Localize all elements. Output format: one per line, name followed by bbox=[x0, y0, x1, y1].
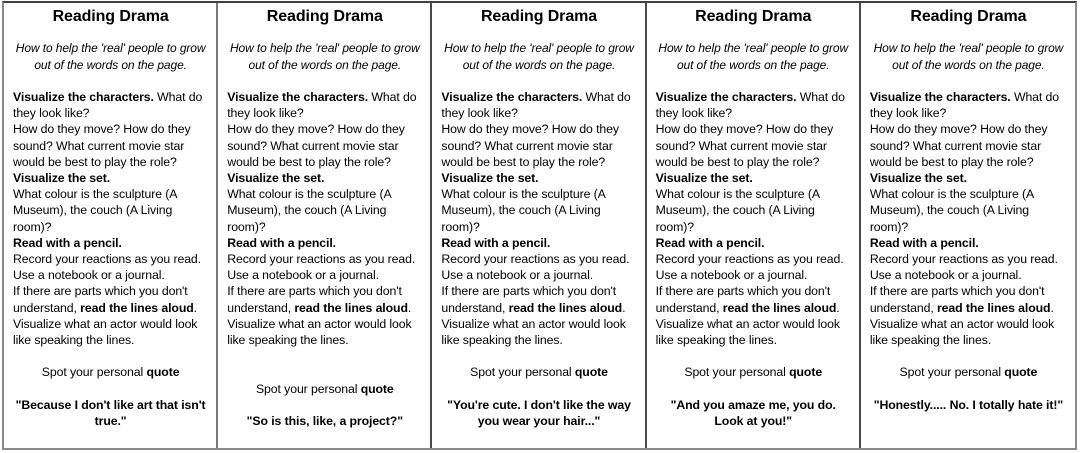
pencil-text: Record your reactions as you read. Use a notebook or a journal. bbox=[655, 252, 844, 283]
personal-quote: "So is this, like, a project?" bbox=[246, 413, 403, 428]
spot-bold: quote bbox=[789, 365, 823, 380]
spot-text: Spot your personal bbox=[255, 381, 361, 396]
characters-questions: How do they move? How do they sound? What current movie star would be best to play the role? bbox=[869, 122, 1048, 169]
read-aloud-text-after: . bbox=[407, 300, 412, 315]
pencil-text: Record your reactions as you read. Use a notebook or a journal. bbox=[441, 252, 630, 283]
read-aloud-bold: read the lines aloud bbox=[80, 300, 194, 315]
set-question: What colour is the sculpture (A Museum), the couch (A Living room)? bbox=[441, 187, 606, 234]
read-aloud-paragraph bbox=[441, 283, 636, 315]
pencil-text: Record your reactions as you read. Use a notebook or a journal. bbox=[13, 252, 201, 283]
visualize-characters-text: What do they look like? bbox=[13, 90, 203, 121]
spacer bbox=[227, 348, 422, 364]
pencil-heading bbox=[870, 235, 1067, 251]
visualize-characters-paragraph bbox=[870, 89, 1067, 121]
visualize-characters-heading: Visualize the characters. bbox=[655, 90, 797, 104]
visualize-characters-heading: Visualize the characters. bbox=[869, 90, 1011, 104]
card-title: Reading Drama bbox=[910, 8, 1027, 25]
visualize-set-heading bbox=[227, 170, 422, 186]
visualize-set-heading-text: Visualize the set. bbox=[655, 171, 753, 186]
card-subtitle: How to help the 'real' people to grow out of the words on the page. bbox=[229, 41, 420, 72]
personal-quote: "Honestly..... No. I totally hate it!" bbox=[873, 397, 1064, 412]
read-aloud-text-before: If there are parts which you don't understand, bbox=[441, 284, 617, 315]
pencil-heading bbox=[441, 235, 636, 251]
characters-questions: How do they move? How do they sound? What current movie star would be best to play the role? bbox=[227, 122, 405, 169]
read-aloud-text-before: If there are parts which you don't understand, bbox=[869, 284, 1045, 315]
read-aloud-text-after: . bbox=[1050, 300, 1054, 315]
read-aloud-paragraph bbox=[870, 283, 1067, 315]
visualize-set-heading-text: Visualize the set. bbox=[441, 171, 539, 186]
read-aloud-bold: read the lines aloud bbox=[722, 300, 837, 315]
read-aloud-bold: read the lines aloud bbox=[294, 300, 408, 315]
card-title: Reading Drama bbox=[480, 8, 598, 25]
read-aloud-text-before: If there are parts which you don't understand, bbox=[227, 284, 402, 315]
bookmark-card-4 bbox=[647, 3, 861, 448]
spot-text: Spot your personal bbox=[470, 365, 575, 380]
bookmark-sheet bbox=[2, 1, 1077, 450]
pencil-heading bbox=[13, 235, 208, 251]
pencil-heading-text: Read with a pencil. bbox=[227, 235, 336, 250]
read-aloud-text-after: . bbox=[193, 300, 197, 315]
actor-text: Visualize what an actor would look like speaking the lines. bbox=[869, 316, 1055, 348]
actor-text: Visualize what an actor would look like speaking the lines. bbox=[441, 316, 626, 348]
bookmark-card-1 bbox=[4, 3, 218, 448]
visualize-characters-paragraph bbox=[227, 89, 422, 121]
card-subtitle: How to help the 'real' people to grow out of the words on the page. bbox=[444, 41, 634, 72]
personal-quote: "Because I don't like art that isn't true." bbox=[15, 397, 206, 428]
visualize-characters-paragraph bbox=[656, 89, 851, 121]
card-title: Reading Drama bbox=[695, 8, 812, 25]
spacer bbox=[441, 348, 636, 364]
read-aloud-text-after: . bbox=[622, 300, 626, 315]
pencil-heading bbox=[227, 235, 422, 251]
bookmark-card-3 bbox=[432, 3, 646, 448]
card-subtitle: How to help the 'real' people to grow out of the words on the page. bbox=[658, 41, 849, 72]
pencil-heading-text: Read with a pencil. bbox=[441, 235, 551, 250]
bookmark-card-5 bbox=[861, 3, 1075, 448]
spot-bold: quote bbox=[574, 365, 608, 380]
visualize-set-heading-text: Visualize the set. bbox=[227, 171, 325, 186]
spot-bold: quote bbox=[1004, 365, 1038, 380]
visualize-characters-text: What do they look like? bbox=[227, 90, 417, 121]
visualize-characters-heading: Visualize the characters. bbox=[227, 90, 369, 104]
card-subtitle: How to help the 'real' people to grow out of the words on the page. bbox=[873, 41, 1064, 72]
spacer bbox=[656, 348, 851, 364]
visualize-characters-heading: Visualize the characters. bbox=[13, 90, 154, 104]
bookmark-card-2 bbox=[218, 3, 432, 448]
visualize-characters-paragraph bbox=[13, 89, 208, 121]
visualize-set-heading bbox=[870, 170, 1067, 186]
spot-quote-label bbox=[13, 364, 208, 380]
characters-questions: How do they move? How do they sound? What current movie star would be best to play the role? bbox=[441, 122, 619, 169]
characters-questions: How do they move? How do they sound? What current movie star would be best to play the role? bbox=[13, 122, 191, 169]
pencil-heading-text: Read with a pencil. bbox=[655, 235, 765, 250]
spot-quote-label bbox=[870, 364, 1067, 380]
visualize-characters-text: What do they look like? bbox=[655, 90, 845, 121]
spot-text: Spot your personal bbox=[684, 365, 790, 380]
pencil-text: Record your reactions as you read. Use a notebook or a journal. bbox=[869, 252, 1058, 283]
visualize-characters-text: What do they look like? bbox=[869, 90, 1060, 121]
read-aloud-bold: read the lines aloud bbox=[508, 300, 623, 315]
spacer bbox=[227, 364, 422, 380]
read-aloud-paragraph bbox=[656, 283, 851, 315]
actor-text: Visualize what an actor would look like speaking the lines. bbox=[655, 316, 840, 348]
set-question: What colour is the sculpture (A Museum), the couch (A Living room)? bbox=[869, 187, 1034, 234]
read-aloud-text-before: If there are parts which you don't understand, bbox=[13, 284, 188, 315]
visualize-set-heading-text: Visualize the set. bbox=[869, 171, 967, 186]
visualize-set-heading bbox=[656, 170, 851, 186]
card-title: Reading Drama bbox=[52, 8, 169, 25]
spacer bbox=[13, 348, 208, 364]
read-aloud-text-before: If there are parts which you don't understand, bbox=[655, 284, 831, 315]
spot-text: Spot your personal bbox=[899, 365, 1005, 380]
characters-questions: How do they move? How do they sound? What current movie star would be best to play the role? bbox=[655, 122, 834, 169]
read-aloud-paragraph bbox=[227, 283, 422, 315]
visualize-set-heading bbox=[441, 170, 636, 186]
visualize-characters-heading: Visualize the characters. bbox=[441, 90, 583, 104]
visualize-set-heading bbox=[13, 170, 208, 186]
pencil-heading-text: Read with a pencil. bbox=[869, 235, 979, 250]
spacer bbox=[870, 348, 1067, 364]
personal-quote: "You're cute. I don't like the way you wear your hair..." bbox=[447, 397, 631, 428]
spot-quote-label bbox=[227, 381, 422, 397]
set-question: What colour is the sculpture (A Museum), the couch (A Living room)? bbox=[13, 187, 177, 234]
card-subtitle: How to help the 'real' people to grow out of the words on the page. bbox=[15, 41, 206, 72]
visualize-set-heading-text: Visualize the set. bbox=[13, 171, 111, 186]
read-aloud-bold: read the lines aloud bbox=[936, 300, 1051, 315]
card-title: Reading Drama bbox=[266, 8, 383, 25]
pencil-heading bbox=[656, 235, 851, 251]
spot-quote-label bbox=[656, 364, 851, 380]
actor-text: Visualize what an actor would look like speaking the lines. bbox=[227, 316, 412, 348]
visualize-characters-text: What do they look like? bbox=[441, 90, 631, 121]
pencil-heading-text: Read with a pencil. bbox=[13, 235, 122, 250]
read-aloud-text-after: . bbox=[836, 300, 840, 315]
set-question: What colour is the sculpture (A Museum), the couch (A Living room)? bbox=[227, 187, 391, 234]
set-question: What colour is the sculpture (A Museum), the couch (A Living room)? bbox=[655, 187, 820, 234]
actor-text: Visualize what an actor would look like speaking the lines. bbox=[13, 316, 198, 348]
spot-quote-label bbox=[441, 364, 636, 380]
pencil-text: Record your reactions as you read. Use a notebook or a journal. bbox=[227, 252, 416, 283]
read-aloud-paragraph bbox=[13, 283, 208, 315]
spot-bold: quote bbox=[146, 365, 180, 380]
visualize-characters-paragraph bbox=[441, 89, 636, 121]
spot-bold: quote bbox=[360, 381, 394, 396]
personal-quote: "And you amaze me, you do. Look at you!" bbox=[670, 397, 836, 428]
spot-text: Spot your personal bbox=[41, 365, 147, 380]
